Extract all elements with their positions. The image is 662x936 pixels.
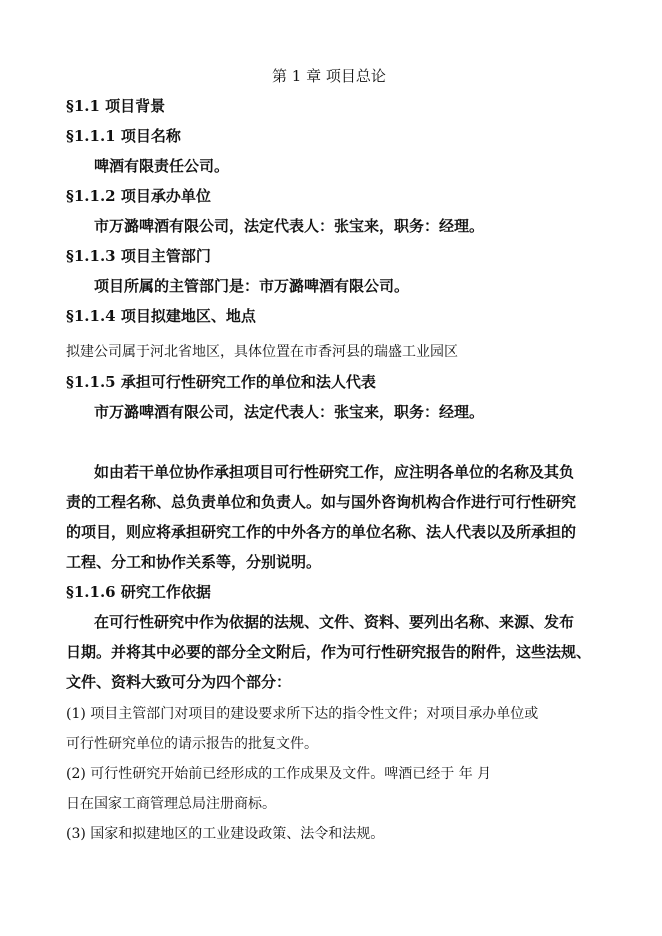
- paragraph-line: 文件、资料大致可分为四个部分：: [66, 673, 292, 691]
- paragraph-line: 工程、分工和协作关系等，分别说明。: [66, 553, 322, 571]
- heading-1-1-3: §1.1.3 项目主管部门: [66, 247, 211, 265]
- heading-1-1-6: §1.1.6 研究工作依据: [66, 583, 211, 601]
- paragraph-line: 责的工程名称、总负责单位和负责人。如与国外咨询机构合作进行可行性研究: [66, 493, 577, 511]
- project-name-text: 啤酒有限责任公司。: [94, 157, 230, 175]
- heading-1-1-4: §1.1.4 项目拟建地区、地点: [66, 307, 256, 325]
- research-unit-text: 市万潞啤酒有限公司，法定代表人：张宝来，职务：经理。: [94, 403, 485, 421]
- location-text: 拟建公司属于河北省地区，具体位置在市香河县的瑞盛工业园区: [66, 344, 458, 360]
- paragraph-line: 如由若干单位协作承担项目可行性研究工作，应注明各单位的名称及其负: [94, 463, 575, 481]
- authority-text: 项目所属的主管部门是：市万潞啤酒有限公司。: [94, 277, 410, 295]
- heading-1-1-2: §1.1.2 项目承办单位: [66, 187, 211, 205]
- list-item-line: (3) 国家和拟建地区的工业建设政策、法令和法规。: [66, 826, 385, 842]
- paragraph-line: 的项目，则应将承担研究工作的中外各方的单位名称、法人代表以及所承担的: [66, 523, 577, 541]
- undertaker-text: 市万潞啤酒有限公司，法定代表人：张宝来，职务：经理。: [94, 217, 485, 235]
- paragraph-line: 日期。并将其中必要的部分全文附后，作为可行性研究报告的附件，这些法规、: [66, 643, 592, 661]
- heading-1-1-1: §1.1.1 项目名称: [66, 127, 181, 145]
- heading-1-1: §1.1 项目背景: [66, 97, 166, 115]
- list-item-line: 可行性研究单位的请示报告的批复文件。: [66, 736, 318, 752]
- heading-1-1-5: §1.1.5 承担可行性研究工作的单位和法人代表: [66, 373, 376, 391]
- list-item-line: (2) 可行性研究开始前已经形成的工作成果及文件。啤酒已经于 年 月: [66, 766, 492, 782]
- paragraph-line: 在可行性研究中作为依据的法规、文件、资料、要列出名称、来源、发布: [94, 613, 575, 631]
- list-item-line: (1) 项目主管部门对项目的建设要求所下达的指令性文件；对项目承办单位或: [66, 706, 539, 722]
- list-item-line: 日在国家工商管理总局注册商标。: [66, 796, 276, 812]
- chapter-title: 第 1 章 项目总论: [272, 67, 386, 85]
